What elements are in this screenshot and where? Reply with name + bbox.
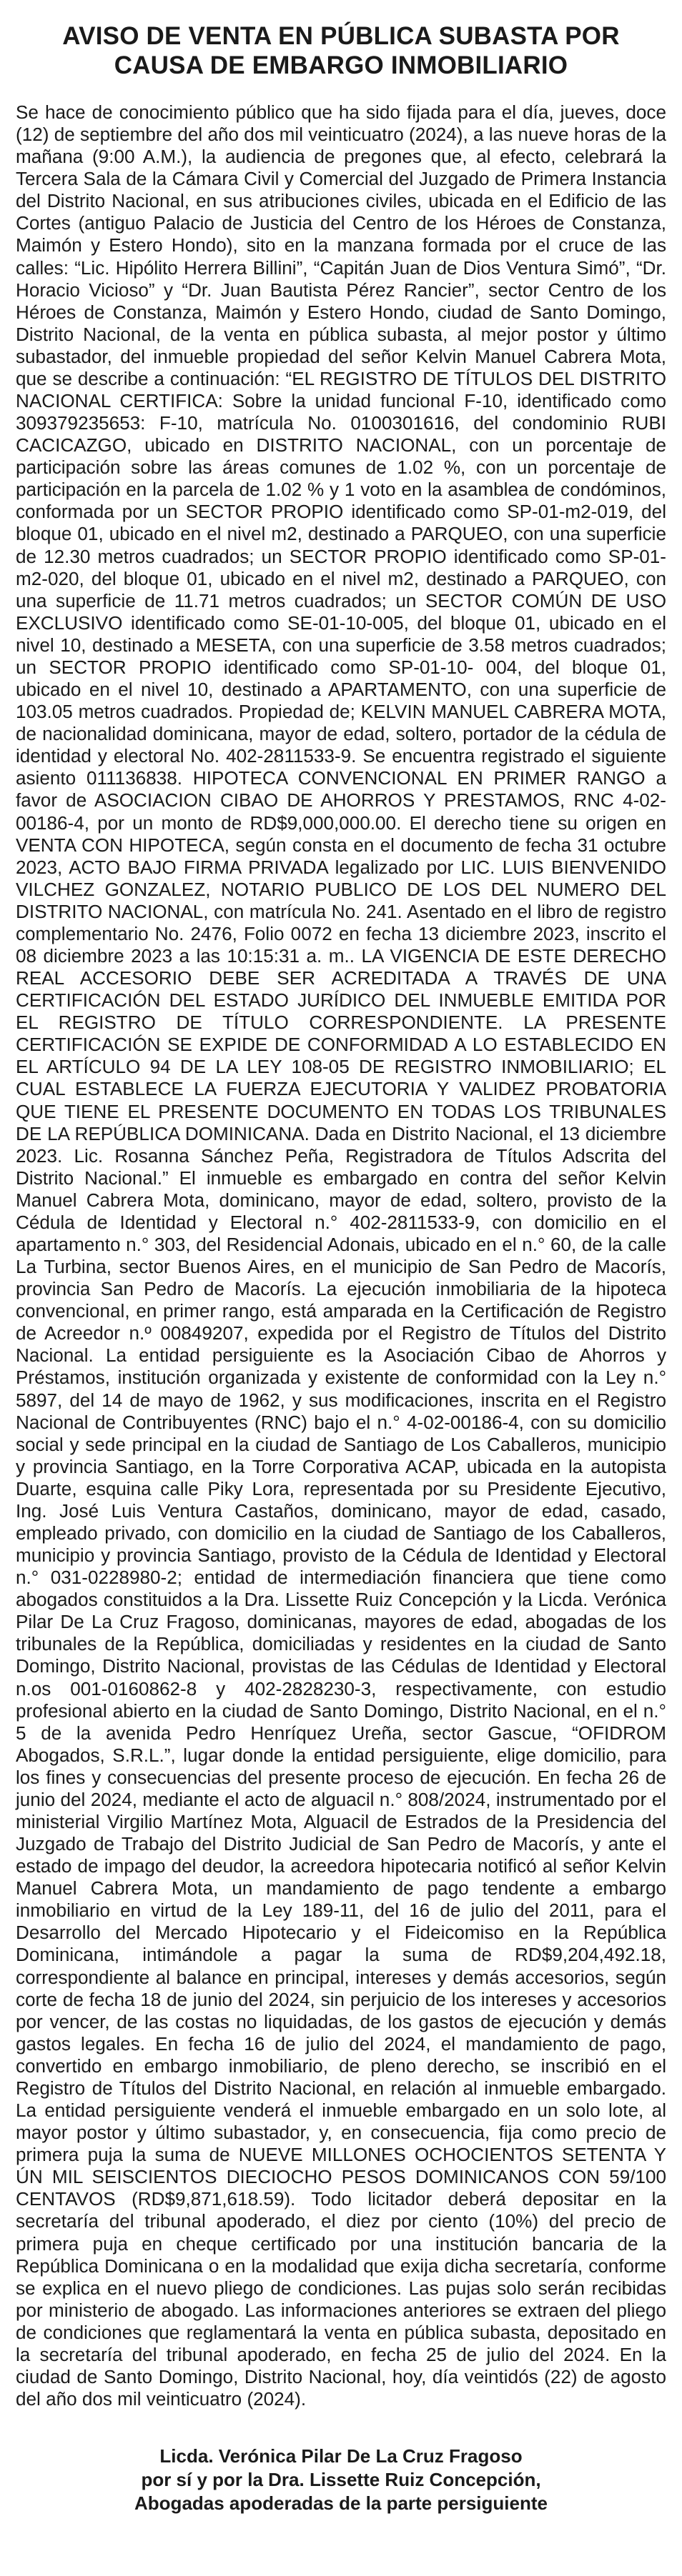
signature-line-3: Abogadas apoderadas de la parte persiguiente: [134, 2492, 548, 2515]
notice-body-text: Se hace de conocimiento público que ha sido fijada para el día, jueves, doce (12) de septiembre del año dos mil veinticuatro (2024), a las nueve horas de la mañana (9:00 A.M.), la audiencia de pregones que, al efecto, celebrará la Tercera Sala de la Cámara Civil y Comercial del Juzgado de Primera Instancia del Distrito Nacional, en sus atribuciones civiles, ubicada en el Edificio de las Cortes (antiguo Palacio de Justicia del Centro de los Héroes de Constanza, Maimón y Estero Hondo), sito en la manzana formada por el cruce de las calles: “Lic. Hipólito Herrera Billini”, “Capitán Juan de Dios Ventura Simó”, “Dr. Horacio Vicioso” y “Dr. Juan Bautista Pérez Rancier”, sector Centro de los Héroes de Constanza, Maimón y Estero Hondo, ciudad de Santo Domingo, Distrito Nacional, de la venta en pública subasta, al mejor postor y último subastador, del inmueble propiedad del señor Kelvin Manuel Cabrera Mota, que se describe a continuación: “EL REGISTRO DE TÍTULOS DEL DISTRITO NACIONAL CERTIFICA: Sobre la unidad funcional F-10, identificado como 309379235653: F-10, matrícula No. 0100301616, del condominio RUBI CACICAZGO, ubicado en DISTRITO NACIONAL, con un porcentaje de participación sobre las áreas comunes de 1.02 %, con un porcentaje de participación en la parcela de 1.02 % y 1 voto en la asamblea de condóminos, conformada por un SECTOR PROPIO identificado como SP-01-m2-019, del bloque 01, ubicado en el nivel m2, destinado a PARQUEO, con una superficie de 12.30 metros cuadrados; un SECTOR PROPIO identificado como SP-01- m2-020, del bloque 01, ubicado en el nivel m2, destinado a PARQUEO, con una superficie de 11.71 metros cuadrados; un SECTOR COMÚN DE USO EXCLUSIVO identificado como SE-01-10-005, del bloque 01, ubicado en el nivel 10, destinado a MESETA, con una superficie de 3.58 metros cuadrados; un SECTOR PROPIO identificado como SP-01-10- 004, del bloque 01, ubicado en el nivel 10, destinado a APARTAMENTO, con una superficie de 103.05 metros cuadrados. Propiedad de; KELVIN MANUEL CABRERA MOTA, de nacionalidad dominicana, mayor de edad, soltero, portador de la cédula de identidad y electoral No. 402-2811533-9. Se encuentra registrado el siguiente asiento 011136838. HIPOTECA CONVENCIONAL EN PRIMER RANGO a favor de ASOCIACION CIBAO DE AHORROS Y PRESTAMOS, RNC 4-02-00186-4, por un monto de RD$9,000,000.00. El derecho tiene su origen en VENTA CON HIPOTECA, según consta en el documento de fecha 31 octubre 2023, ACTO BAJO FIRMA PRIVADA legalizado por LIC. LUIS BIENVENIDO VILCHEZ GONZALEZ, NOTARIO PUBLICO DE LOS DEL NUMERO DEL DISTRITO NACIONAL, con matrícula No. 241. Asentado en el libro de registro complementario No. 2476, Folio 0072 en fecha 13 diciembre 2023, inscrito el 08 diciembre 2023 a las 10:15:31 a. m.. LA VIGENCIA DE ESTE DERECHO REAL ACCESORIO DEBE SER ACREDITADA A TRAVÉS DE UNA CERTIFICACIÓN DEL ESTADO JURÍDICO DEL INMUEBLE EMITIDA POR EL REGISTRO DE TÍTULO CORRESPONDIENTE. LA PRESENTE CERTIFICACIÓN SE EXPIDE DE CONFORMIDAD A LO ESTABLECIDO EN EL ARTÍCULO 94 DE LA LEY 108-05 DE REGISTRO INMOBILIARIO; EL CUAL ESTABLECE LA FUERZA EJECUTORIA Y VALIDEZ PROBATORIA QUE TIENE EL PRESENTE DOCUMENTO EN TODAS LOS TRIBUNALES DE LA REPÚBLICA DOMINICANA. Dada en Distrito Nacional, el 13 diciembre 2023. Lic. Rosanna Sánchez Peña, Registradora de Títulos Adscrita del Distrito Nacional.” El inmueble es embargado en contra del señor Kelvin Manuel Cabrera Mota, dominicano, mayor de edad, soltero, provisto de la Cédula de Identidad y Electoral n.° 402-2811533-9, con domicilio en el apartamento n.° 303, del Residencial Adonais, ubicado en el n.° 60, de la calle La Turbina, sector Buenos Aires, en el municipio de San Pedro de Macorís, provincia San Pedro de Macorís. La ejecución inmobiliaria de la hipoteca convencional, en primer rango, está amparada en la Certificación de Registro de Acreedor n.º 00849207, expedida por el Registro de Títulos del Distrito Nacional. La entidad persiguiente es la Asociación Cibao de Ahorros y Préstamos, institución organizada y existente de conformidad con la Ley n.° 5897, del 14 de mayo de 1962, y sus modificaciones, inscrita en el Registro Nacional de Contribuyentes (RNC) bajo el n.° 4-02-00186-4, con su domicilio social y sede principal en la ciudad de Santiago de Los Caballeros, municipio y provincia Santiago, en la Torre Corporativa ACAP, ubicada en la autopista Duarte, esquina calle Piky Lora, representada por su Presidente Ejecutivo, Ing. José Luis Ventura Castaños, dominicano, mayor de edad, casado, empleado privado, con domicilio en la ciudad de Santiago de los Caballeros, municipio y provincia Santiago, provisto de la Cédula de Identidad y Electoral n.° 031-0228980-2; entidad de intermediación financiera que tiene como abogados constituidos a la Dra. Lissette Ruiz Concepción y la Licda. Verónica Pilar De La Cruz Fragoso, dominicanas, mayores de edad, abogadas de los tribunales de la República, domiciliadas y residentes en la ciudad de Santo Domingo, Distrito Nacional, provistas de las Cédulas de Identidad y Electoral n.os 001-0160862-8 y 402-2828230-3, respectivamente, con estudio profesional abierto en la ciudad de Santo Domingo, Distrito Nacional, en el n.° 5 de la avenida Pedro Henríquez Ureña, sector Gascue, “OFIDROM Abogados, S.R.L.”, lugar donde la entidad persiguiente, elige domicilio, para los fines y consecuencias del presente proceso de ejecución. En fecha 26 de junio del 2024, mediante el acto de alguacil n.° 808/2024, instrumentado por el ministerial Virgilio Martínez Mota, Alguacil de Estrados de la Presidencia del Juzgado de Trabajo del Distrito Judicial de San Pedro de Macorís, y ante el estado de impago del deudor, la acreedora hipotecaria notificó al señor Kelvin Manuel Cabrera Mota, un mandamiento de pago tendente a embargo inmobiliario en virtud de la Ley 189-11, del 16 de julio del 2011, para el Desarrollo del Mercado Hipotecario y el Fideicomiso en la República Dominicana, intimándole a pagar la suma de RD$9,204,492.18, correspondiente al balance en principal, intereses y demás accesorios, según corte de fecha 18 de junio del 2024, sin perjuicio de los intereses y accesorios por vencer, de las costas no liquidadas, de los gastos de ejecución y demás gastos legales. En fecha 16 de julio del 2024, el mandamiento de pago, convertido en embargo inmobiliario, de pleno derecho, se inscribió en el Registro de Títulos del Distrito Nacional, en relación al inmueble embargado. La entidad persiguiente venderá el inmueble embargado en un solo lote, al mayor postor y último subastador, y, en consecuencia, fija como precio de primera puja la suma de NUEVE MILLONES OCHOCIENTOS SETENTA Y ÚN MIL SEISCIENTOS DIECIOCHO PESOS DOMINICANOS CON 59/100 CENTAVOS (RD$9,871,618.59). Todo licitador deberá depositar en la secretaría del tribunal apoderado, el diez por ciento (10%) del precio de primera puja en cheque certificado por una institución bancaria de la República Dominicana o en la modalidad que exija dicha secretaría, conforme se explica en el nuevo pliego de condiciones. Las pujas solo serán recibidas por ministerio de abogado. Las informaciones anteriores se extraen del pliego de condiciones que reglamentará la venta en pública subasta, depositado en la secretaría del tribunal apoderado, en fecha 25 de julio del 2024. En la ciudad de Santo Domingo, Distrito Nacional, hoy, día veintidós (22) de agosto del año dos mil veinticuatro (2024).: [16, 101, 666, 2410]
signature-block: [16, 2445, 666, 2515]
signature-line-1: Licda. Verónica Pilar De La Cruz Fragoso: [159, 2445, 523, 2467]
notice-title-line-1: AVISO DE VENTA EN PÚBLICA SUBASTA POR: [62, 22, 620, 50]
signature-line-2: por sí y por la Dra. Lissette Ruiz Concepción,: [141, 2469, 541, 2491]
notice-title: [16, 21, 666, 80]
notice-title-line-2: CAUSA DE EMBARGO INMOBILIARIO: [114, 51, 568, 79]
